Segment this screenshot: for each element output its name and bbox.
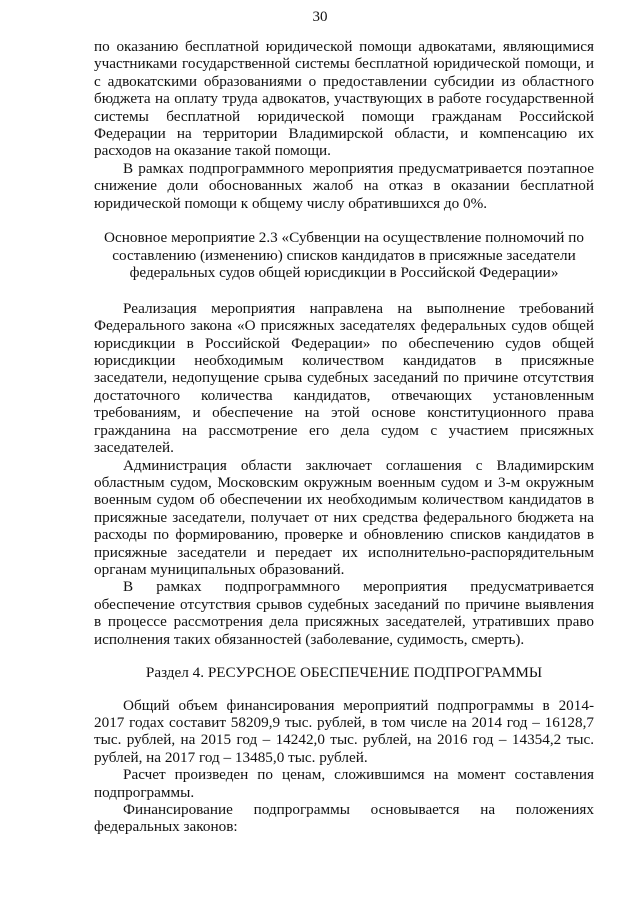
heading-section-4: Раздел 4. РЕСУРСНОЕ ОБЕСПЕЧЕНИЕ ПОДПРОГРАММЫ	[145, 663, 543, 681]
heading-main-activity-2-3: Основное мероприятие 2.3 «Субвенции на осуществление полномочий по составлению (изменению) списков кандидатов в присяжные заседатели федеральных судов общей юрисдикции в Российской Федерации»	[104, 229, 584, 282]
paragraph-activity-provision: В рамках подпрограммного мероприятия предусматривается обеспечение отсутствия срывов судебных заседаний по причине выявления в процессе рассмотрения дела присяжных заседателей, утративших право исполнения таких обязанностей (заболевание, судимость, смерть).	[94, 578, 594, 648]
paragraph-implementation: Реализация мероприятия направлена на выполнение требований Федерального закона «О присяжных заседателях федеральных судов общей юрисдикции в Российской Федерации» по обеспечению судов общей юрисдикции необходимым количеством кандидатов в присяжные заседатели, недопущение срыва судебных заседаний по причине отсутствия достаточного количества кандидатов, отвечающих установленным требованиям, и обеспечение на этой основе конституционного права гражданина на рассмотрение его дела судом с участием присяжных заседателей.	[94, 299, 594, 457]
spacer	[94, 282, 594, 300]
document-body	[94, 38, 594, 836]
paragraph-administration: Администрация области заключает соглашения с Владимирским областным судом, Московским окружным военным судом и 3-м окружным военным судом об обеспечении их необходимым количеством кандидатов в присяжные заседатели, получает от них средства федерального бюджета на расходы по формированию, проверке и обновлению списков кандидатов в присяжные заседатели и передает их исполнительно-распорядительным органам муниципальных образований.	[94, 456, 594, 578]
paragraph-continuation: по оказанию бесплатной юридической помощи адвокатами, являющимися участниками государственной системы бесплатной юридической помощи, и с адвокатскими образованиями о предоставлении субсидии из областного бюджета на оплату труда адвокатов, участвующих в работе государственной системы бесплатной юридической помощи гражданам Российской Федерации на территории Владимирской области, и компенсацию их расходов на оказание такой помощи.	[94, 38, 594, 160]
spacer	[94, 212, 594, 229]
spacer	[94, 648, 594, 664]
paragraph-calculation: Расчет произведен по ценам, сложившимся на момент составления подпрограммы.	[94, 766, 594, 801]
paragraph-stage-reduction: В рамках подпрограммного мероприятия предусматривается поэтапное снижение доли обоснованных жалоб на отказ в оказании бесплатной юридической помощи к общему числу обратившихся до 0%.	[94, 159, 594, 212]
paragraph-funding-total: Общий объем финансирования мероприятий подпрограммы в 2014-2017 годах составит 58209,9 тыс. рублей, в том числе на 2014 год – 16128,7 тыс. рублей, на 2015 год – 14242,0 тыс. рублей, на 2016 год – 14354,2 тыс. рублей, на 2017 год – 13485,0 тыс. рублей.	[94, 696, 594, 766]
spacer	[94, 682, 594, 697]
paragraph-funding-basis: Финансирование подпрограммы основывается на положениях федеральных законов:	[94, 801, 594, 836]
page-number: 30	[312, 9, 328, 25]
